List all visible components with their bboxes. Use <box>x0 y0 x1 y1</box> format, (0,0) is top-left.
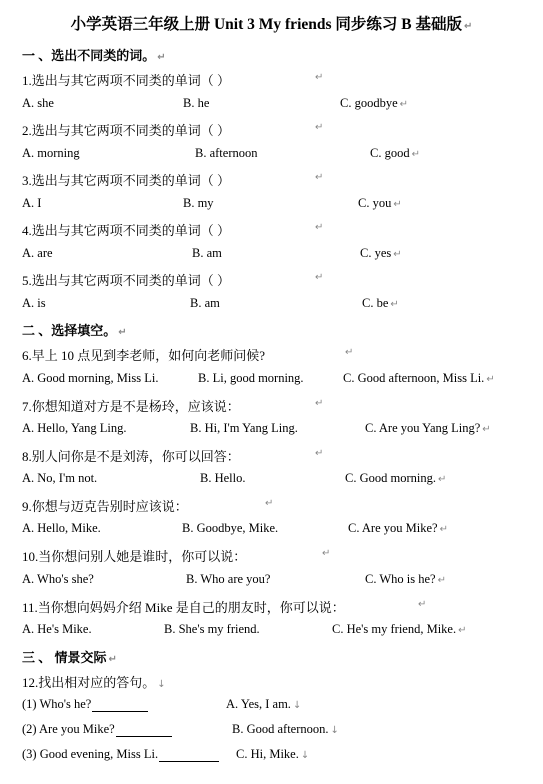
option-8b: B. Hello. <box>200 471 246 485</box>
section-heading-2: 二 、选择填空。 ↵ <box>22 323 127 338</box>
question-9: 9.你想与迈克告别时应该说： <box>22 499 188 514</box>
option-1c: C. goodbye ↵ <box>340 96 409 110</box>
option-11a: A. He's Mike. <box>22 622 92 636</box>
section-heading-3: 三 、 情景交际 ↵ <box>22 650 117 665</box>
option-8a: A. No, I'm not. <box>22 471 98 485</box>
question-11: 11.当你想向妈妈介绍 Mike 是自己的朋友时，你可以说： <box>22 600 345 615</box>
option-9a: A. Hello, Mike. <box>22 521 101 535</box>
option-4b: B. am <box>192 246 222 260</box>
option-3b: B. my <box>183 196 214 210</box>
question-6: 6.早上 10 点见到李老师，如何向老师问候? <box>22 348 266 363</box>
option-6a: A. Good morning, Miss Li. <box>22 371 159 385</box>
option-1b: B. he <box>183 96 210 110</box>
match-left-3: (3) Good evening, Miss Li. <box>22 747 219 762</box>
option-7c: C. Are you Yang Ling? ↵ <box>365 421 491 435</box>
option-4c: C. yes ↵ <box>360 246 402 260</box>
match-right-b: B. Good afternoon. ↓ <box>232 722 339 736</box>
question-1: 1.选出与其它两项不同类的单词（ ） <box>22 73 231 88</box>
question-4: 4.选出与其它两项不同类的单词（ ） <box>22 223 231 238</box>
document-page: 小学英语三年级上册 Unit 3 My friends 同步练习 B 基础版 ↵ 一 、选出不同类的词。 ↵ 1.选出与其它两项不同类的单词（ ） ↵ A. she B. he C. goodbye ↵ 2.选出与其它两项不同类的单词（ ） ↵ A. morning B. afternoon C. good ↵ 3.选出与其它两项不同类的单词（ ） ↵ A. I B. my C. you ↵ 4.选出与其它两项不同类的单词（ ） ↵ A. are B. am C. yes ↵ 5.选出与其它两项不同类的单词（ ） ↵ A. is B. am C. be ↵ 二 、选择填空。 ↵ 6.早上 10 点见到李老师，如何向老师问候? ↵ A. Good morning, Miss Li. B. Li, good morning. C. Good afternoon, Miss Li. ↵ 7.你想知道对方是不是杨玲，应该说： ↵ A. Hello, Yang Ling. B. Hi, I'm Yang Ling. C. Are you Yang Ling? ↵ 8.别人问你是不是刘涛，你可以回答： ↵ A. No, I'm not. B. Hello. C. Good morning. ↵ 9.你想与迈克告别时应该说： ↵ A. Hello, Mike. B. Goodbye, Mike. C. Are you Mike? ↵ 10.当你想问别人她是谁时，你可以说： ↵ A. Who's she? B. Who are you? C. Who is he? ↵ 11.当你想向妈妈介绍 Mike 是自己的朋友时，你可以说： ↵ A. He's Mike. B. She's my friend. C. He's my friend, Mike. ↵ 三 、 情景交际 ↵ 12.找出相对应的答句。 ↓ (1) Who's he? A. Yes, I am. ↓ (2) Are you Mike? B. Good afternoon. ↓ (3) Good evening, Miss Li. C. Hi, Mike. ↓ <box>0 0 543 784</box>
section-heading-1: 一 、选出不同类的词。 ↵ <box>22 48 166 63</box>
option-8c: C. Good morning. ↵ <box>345 471 447 485</box>
question-12: 12.找出相对应的答句。 ↓ <box>22 675 166 690</box>
option-2a: A. morning <box>22 146 80 160</box>
option-5b: B. am <box>190 296 220 310</box>
option-6c: C. Good afternoon, Miss Li. ↵ <box>343 371 495 385</box>
option-2b: B. afternoon <box>195 146 258 160</box>
match-right-c: C. Hi, Mike. ↓ <box>236 747 310 761</box>
option-11c: C. He's my friend, Mike. ↵ <box>332 622 467 636</box>
option-10a: A. Who's she? <box>22 572 94 586</box>
option-1a: A. she <box>22 96 54 110</box>
question-2: 2.选出与其它两项不同类的单词（ ） <box>22 123 231 138</box>
match-right-a: A. Yes, I am. ↓ <box>226 697 302 711</box>
option-5a: A. is <box>22 296 46 310</box>
question-7: 7.你想知道对方是不是杨玲，应该说： <box>22 399 240 414</box>
option-7a: A. Hello, Yang Ling. <box>22 421 127 435</box>
page-title: 小学英语三年级上册 Unit 3 My friends 同步练习 B 基础版 ↵ <box>70 16 473 33</box>
match-left-2: (2) Are you Mike? <box>22 722 172 737</box>
option-11b: B. She's my friend. <box>164 622 260 636</box>
question-3: 3.选出与其它两项不同类的单词（ ） <box>22 173 231 188</box>
option-6b: B. Li, good morning. <box>198 371 304 385</box>
option-9b: B. Goodbye, Mike. <box>182 521 279 535</box>
option-10b: B. Who are you? <box>186 572 271 586</box>
option-2c: C. good ↵ <box>370 146 420 160</box>
match-left-1: (1) Who's he? <box>22 697 148 712</box>
option-5c: C. be ↵ <box>362 296 399 310</box>
option-3c: C. you ↵ <box>358 196 402 210</box>
option-9c: C. Are you Mike? ↵ <box>348 521 448 535</box>
question-5: 5.选出与其它两项不同类的单词（ ） <box>22 273 231 288</box>
option-3a: A. I <box>22 196 42 210</box>
option-7b: B. Hi, I'm Yang Ling. <box>190 421 298 435</box>
question-10: 10.当你想问别人她是谁时，你可以说： <box>22 549 247 564</box>
option-10c: C. Who is he? ↵ <box>365 572 446 586</box>
option-4a: A. are <box>22 246 53 260</box>
question-8: 8.别人问你是不是刘涛，你可以回答： <box>22 449 240 464</box>
